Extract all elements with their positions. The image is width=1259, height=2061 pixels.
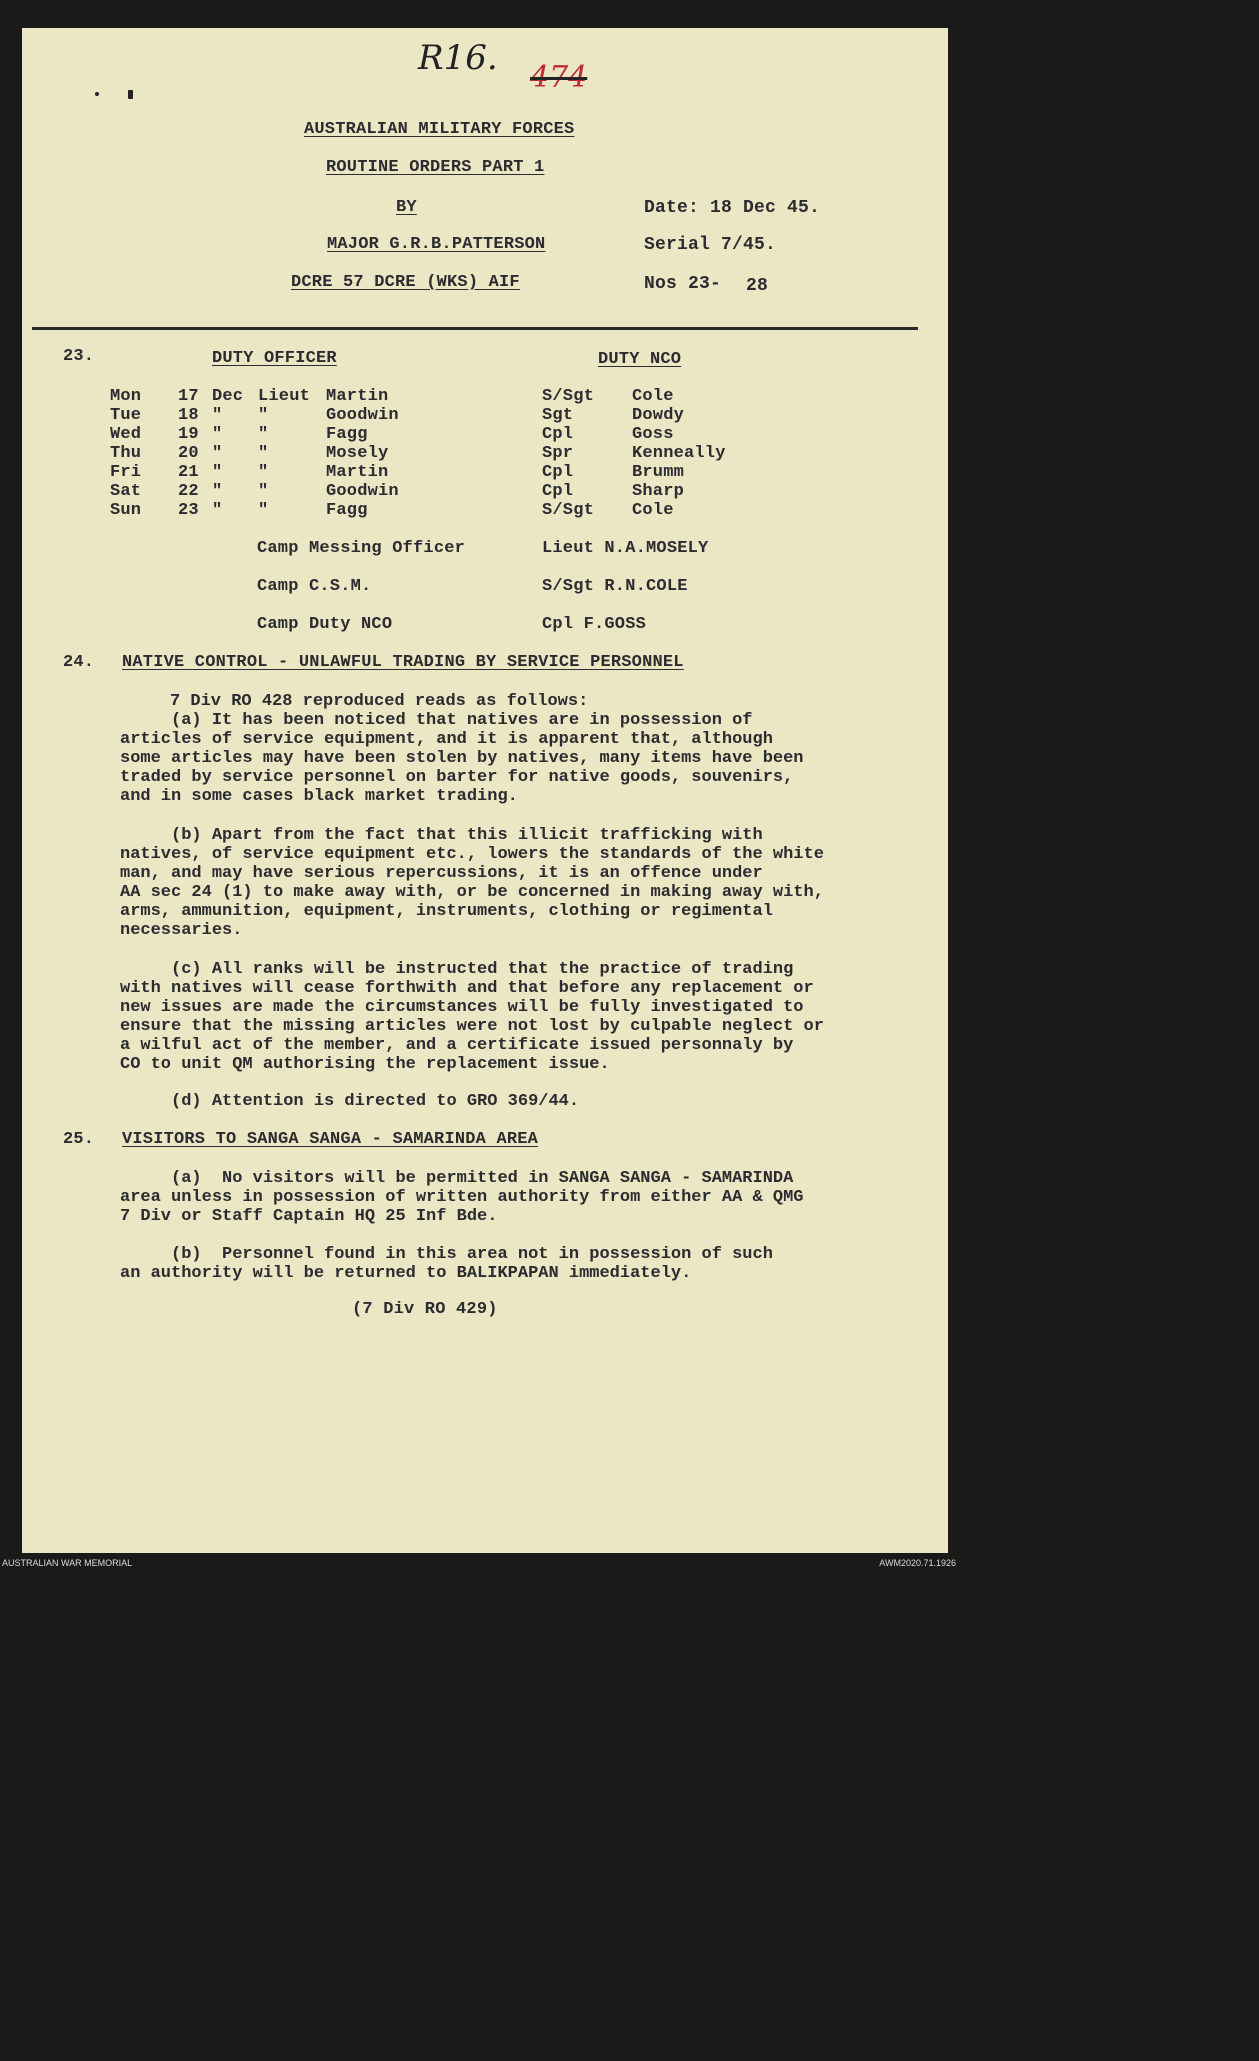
section-24-intro: 7 Div RO 428 reproduced reads as follows: xyxy=(170,692,589,711)
roster-day: Thu xyxy=(110,444,142,463)
section-25-title: VISITORS TO SANGA SANGA - SAMARINDA AREA xyxy=(122,1130,539,1149)
header-line-5: DCRE 57 DCRE (WKS) AIF xyxy=(291,273,520,292)
nos-label: Nos 23- xyxy=(644,274,722,294)
camp-role: Camp Duty NCO xyxy=(257,615,393,634)
section-24-title: NATIVE CONTROL - UNLAWFUL TRADING BY SERVICE PERSONNEL xyxy=(122,653,684,672)
roster-nco-rank: Cpl xyxy=(542,425,574,444)
roster-month: " xyxy=(212,425,223,444)
nos-handwritten: 28 xyxy=(746,276,769,296)
roster-officer-name: Goodwin xyxy=(326,482,399,501)
roster-officer-rank: " xyxy=(258,444,269,463)
handwritten-struck-number: 474 xyxy=(530,60,588,95)
header-line-2: ROUTINE ORDERS PART 1 xyxy=(326,158,545,177)
header-line-3: BY xyxy=(396,198,417,217)
roster-day: Sun xyxy=(110,501,142,520)
roster-nco-rank: Spr xyxy=(542,444,574,463)
roster-nco-name: Kenneally xyxy=(632,444,726,463)
section-24-para-a: (a) It has been noticed that natives are in possession of articles of service equipment, and it is apparent that, although some articles may have been stolen by natives, many items have been traded by service personnel on barter for native goods, souvenirs, and in some cases black market trading. xyxy=(120,711,804,806)
date-label: Date: 18 Dec 45. xyxy=(644,198,821,218)
roster-day: Sat xyxy=(110,482,142,501)
roster-nco-rank: Sgt xyxy=(542,406,574,425)
roster-officer-name: Martin xyxy=(326,463,389,482)
roster-nco-rank: S/Sgt xyxy=(542,501,595,520)
roster-officer-rank: Lieut xyxy=(258,387,311,406)
camp-role: Camp Messing Officer xyxy=(257,539,466,558)
roster-nco-name: Sharp xyxy=(632,482,685,501)
section-24-para-b: (b) Apart from the fact that this illicit trafficking with natives, of service equipment etc., lowers the standards of the white man, and may have serious repercussions, it is an offence under AA sec 24 (1) to make away with, or be concerned in making away with, arms, ammunition, equipment, instruments, clothing or regimental necessaries. xyxy=(120,826,824,940)
roster-day: Fri xyxy=(110,463,142,482)
section-24-para-c: (c) All ranks will be instructed that the practice of trading with natives will cease forthwith and that before any replacement or new issues are made the circumstances will be fully investigated to ensure that the missing articles were not lost by culpable neglect or a wilful act of the member, and a certificate issued personnaly by CO to unit QM authorising the replacement issue. xyxy=(120,960,824,1074)
footer-credit: AUSTRALIAN WAR MEMORIAL xyxy=(2,1558,133,1568)
roster-nco-name: Brumm xyxy=(632,463,685,482)
ink-speck xyxy=(128,90,133,99)
roster-month: " xyxy=(212,482,223,501)
roster-nco-name: Cole xyxy=(632,501,674,520)
duty-nco-heading: DUTY NCO xyxy=(598,350,682,369)
roster-officer-rank: " xyxy=(258,425,269,444)
section-25-number: 25. xyxy=(63,1130,95,1149)
section-24-number: 24. xyxy=(63,653,95,672)
roster-month: Dec xyxy=(212,387,244,406)
footer-accession: AWM2020.71.1926 xyxy=(879,1558,956,1568)
camp-role: Camp C.S.M. xyxy=(257,577,372,596)
section-24-para-d: (d) Attention is directed to GRO 369/44. xyxy=(120,1092,580,1111)
roster-month: " xyxy=(212,463,223,482)
roster-officer-rank: " xyxy=(258,406,269,425)
roster-nco-name: Cole xyxy=(632,387,674,406)
roster-nco-name: Goss xyxy=(632,425,674,444)
handwritten-ref: R16. xyxy=(418,38,498,78)
roster-officer-name: Mosely xyxy=(326,444,389,463)
roster-nco-rank: Cpl xyxy=(542,482,574,501)
roster-officer-rank: " xyxy=(258,501,269,520)
roster-month: " xyxy=(212,501,223,520)
section-25-para-a: (a) No visitors will be permitted in SANGA SANGA - SAMARINDA area unless in possession of written authority from either AA & QMG 7 Div or Staff Captain HQ 25 Inf Bde. xyxy=(120,1169,804,1226)
roster-date: 19 xyxy=(178,425,199,444)
roster-day: Tue xyxy=(110,406,142,425)
camp-person: Lieut N.A.MOSELY xyxy=(542,539,709,558)
roster-officer-name: Goodwin xyxy=(326,406,399,425)
duty-officer-heading: DUTY OFFICER xyxy=(212,349,337,368)
camp-person: S/Sgt R.N.COLE xyxy=(542,577,688,596)
roster-date: 18 xyxy=(178,406,199,425)
roster-nco-name: Dowdy xyxy=(632,406,685,425)
roster-date: 20 xyxy=(178,444,199,463)
section-23-number: 23. xyxy=(63,347,95,366)
camp-person: Cpl F.GOSS xyxy=(542,615,647,634)
roster-day: Mon xyxy=(110,387,142,406)
roster-officer-rank: " xyxy=(258,463,269,482)
roster-date: 17 xyxy=(178,387,199,406)
header-line-1: AUSTRALIAN MILITARY FORCES xyxy=(304,120,575,139)
roster-month: " xyxy=(212,406,223,425)
roster-officer-name: Fagg xyxy=(326,501,368,520)
roster-nco-rank: Cpl xyxy=(542,463,574,482)
roster-nco-rank: S/Sgt xyxy=(542,387,595,406)
header-rule xyxy=(32,327,918,330)
roster-month: " xyxy=(212,444,223,463)
section-25-para-b: (b) Personnel found in this area not in possession of such an authority will be returned to BALIKPAPAN immediately. xyxy=(120,1245,773,1283)
roster-officer-rank: " xyxy=(258,482,269,501)
roster-officer-name: Fagg xyxy=(326,425,368,444)
section-25-reference: (7 Div RO 429) xyxy=(352,1300,498,1319)
roster-date: 21 xyxy=(178,463,199,482)
roster-date: 22 xyxy=(178,482,199,501)
roster-date: 23 xyxy=(178,501,199,520)
ink-speck xyxy=(95,92,99,96)
roster-officer-name: Martin xyxy=(326,387,389,406)
roster-day: Wed xyxy=(110,425,142,444)
serial-label: Serial 7/45. xyxy=(644,235,777,255)
header-line-4: MAJOR G.R.B.PATTERSON xyxy=(327,235,546,254)
